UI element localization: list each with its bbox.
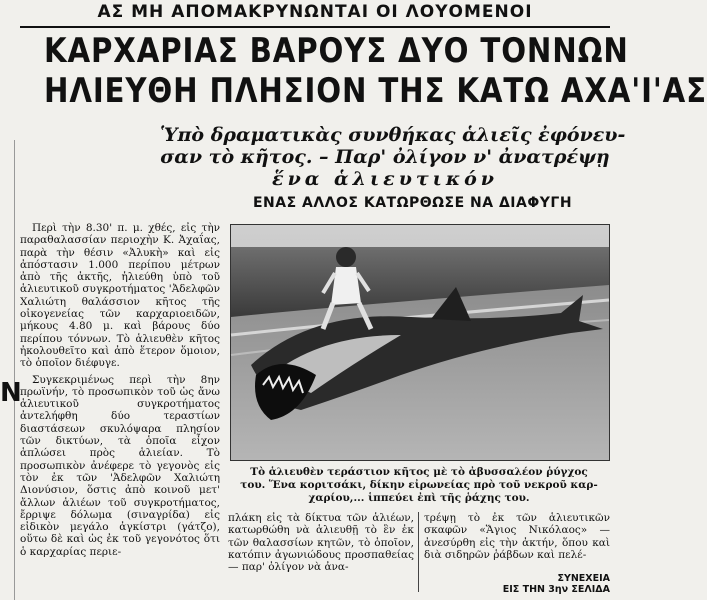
article-paragraph-1: Περὶ τὴν 8.30' π. μ. χθές, εἰς τὴν παραθαλασσίαν περιοχὴν Κ. Ἀχαΐας, παρὰ τὴν θέσιν «Ἀλυκὴ» καὶ εἰς ἀπόστασιν 1.000 περίπου μέτρων ἀπὸ τῆς ἀκτῆς, ἡλιεύθη ὑπὸ τοῦ ἁλιευτικοῦ συγκροτήματος 'Ἀδελφῶν Χαλιώτη θαλάσσιον κῆτος τῆς οἰκογενείας τῶν καρχαριοειδῶν, μήκους 4.80 μ. καὶ βάρους δύο περίπου τόννων. Τὸ ἁλιευθὲν κῆτος ἠκολουθεῖτο καὶ ἀπὸ ἕτερον ὅμοιον, τὸ ὁποῖον διέφυγε. bbox=[20, 222, 220, 370]
secondary-headline: ΕΝΑΣ ΑΛΛΟΣ ΚΑΤΩΡΘΩΣΕ ΝΑ ΔΙΑΦΥΓΗ bbox=[252, 195, 573, 211]
subheadline bbox=[160, 124, 626, 190]
article-column-right bbox=[424, 512, 610, 572]
headline-line-1: ΚΑΡΧΑΡΙΑΣ ΒΑΡΟΥΣ ΔΥΟ ΤΟΝΝΩΝ bbox=[44, 31, 629, 71]
kicker-headline: ΑΣ ΜΗ ΑΠΟΜΑΚΡΥΝΩΝΤΑΙ ΟΙ ΛΟΥΟΜΕΝΟΙ bbox=[97, 2, 533, 22]
caption-line-1: Τὸ ἁλιευθὲν τεράστιον κῆτος μὲ τὸ ἀβυσσαλέον ῥύγχος bbox=[250, 466, 588, 478]
headline-line-2: ΗΛΙΕΥΘΗ ΠΛΗΣΙΟΝ ΤΗΣ ΚΑΤΩ ΑΧΑ'Ι'ΑΣ bbox=[44, 71, 707, 111]
article-paragraph-4: τρέψῃ τὸ ἐκ τῶν ἁλιευτικῶν σκαφῶν «Ἅγιος Νικόλαος» — ἀνεσύρθη εἰς τὴν ἀκτήν, ὅπου καὶ διὰ σιδηρῶν ῥάβδων καὶ πελέ- bbox=[424, 512, 610, 561]
top-rule bbox=[20, 26, 610, 28]
caption-line-2: του. Ἕνα κοριτσάκι, δίκην εἰρωνείας πρὸ τοῦ νεκροῦ καρ- bbox=[240, 479, 598, 491]
article-column-left bbox=[20, 222, 220, 600]
subhead-line-2: σαν τὸ κῆτος. – Παρ' ὀλίγον ν' ἀνατρέψῃ bbox=[160, 146, 610, 168]
photo-caption bbox=[228, 466, 610, 505]
article-paragraph-2: Συγκεκριμένως περὶ τὴν 8ην πρωϊνήν, τὸ προσωπικὸν τοῦ ὡς ἄνω ἁλιευτικοῦ συγκροτήματος ἀντελήφθη δύο τεραστίων διαστάσεων σκυλόψαρα πλησίον τῶν δικτύων, τὰ ὁποῖα εἶχον ἁπλώσει πρὸς ἁλιείαν. Τὸ προσωπικὸν ἀνέφερε τὸ γεγονὸς εἰς τὸν ἐκ τῶν 'Ἀδελφῶν Χαλιώτη Διονύσιον, ὅστις ἀπὸ κοινοῦ μετ' ἄλλων ἁλιέων τοῦ συγκροτήματος, ἔρριψε δόλωμα (σιναγρίδα) εἰς εἰδικὸν μεγάλο ἀγκίστρι (γάτζο), οὕτω δὲ καὶ ὡς ἐκ τοῦ γεγονότος ὅτι ὁ καρχαρίας περιε- bbox=[20, 373, 220, 558]
subhead-line-3: ἕνα ἁλιευτικόν bbox=[272, 168, 498, 190]
continued-line-1: ΣΥΝΕΧΕΙΑ bbox=[557, 573, 610, 584]
shark-photo bbox=[230, 224, 610, 461]
continued-notice bbox=[488, 573, 610, 595]
caption-line-3: χαρίου,... ἱππεύει ἐπὶ τῆς ῥάχης του. bbox=[308, 492, 530, 504]
column-divider bbox=[418, 512, 419, 592]
article-paragraph-3: πλάκη εἰς τὰ δίκτυα τῶν ἁλιέων, κατωρθώθη νὰ ἁλιευθῇ τὸ ἓν ἐκ τῶν θαλασσίων κητῶν, τὸ ὁποῖον, κατόπιν ἀγωνιώδους προσπαθείας — παρ' ὀλίγον νὰ ἀνα- bbox=[228, 512, 414, 574]
continued-line-2: ΕΙΣ ΤΗΝ 3ην ΣΕΛΙΔΑ bbox=[502, 584, 610, 595]
article-column-middle bbox=[228, 512, 414, 592]
shark-photo-illustration bbox=[231, 225, 609, 460]
left-strip bbox=[0, 140, 15, 600]
subhead-line-1: Ὑπὸ δραματικὰς συνθήκας ἁλιεῖς ἐφόνευ- bbox=[160, 124, 626, 146]
left-strip-letter: N bbox=[0, 378, 22, 408]
